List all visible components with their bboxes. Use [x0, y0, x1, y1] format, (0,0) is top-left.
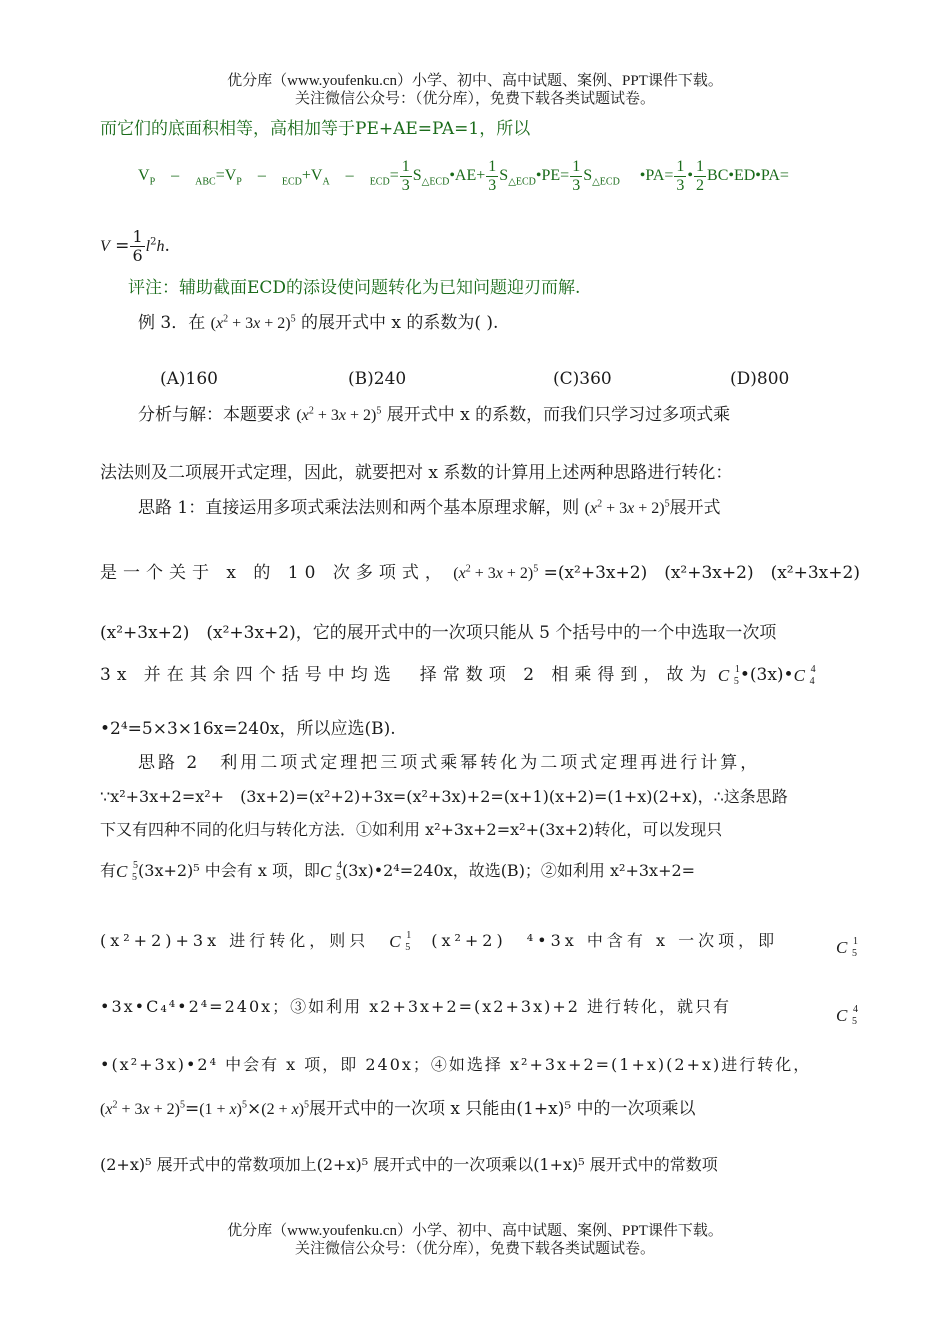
option-a: (A)160: [160, 369, 218, 389]
volume-result: V = $\frac{1}{6}$ $l^2h$.: [100, 227, 170, 265]
approach-1-line-5: •2⁴=5×3×16x=240x，所以应选(B).: [100, 719, 396, 739]
analysis-line-2: 法法则及二项展开式定理，因此，就要把对 x 系数的计算用上述两种思路进行转化：: [100, 463, 733, 483]
c-5-4-symbol: C 4 5: [836, 1003, 858, 1027]
approach-2-line-3: 下又有四种不同的化归与转化方法．①如利用 x²+3x+2=x²+(3x+2)转化，可以发现只: [100, 820, 723, 839]
approach-2-line-4: 有C 5 5 (3x+2)⁵ 中会有 x 项，即C 4 5 (3x)•2⁴=240x，故选(B)；②如利用 x²+3x+2=: [100, 859, 696, 883]
option-c: (C)360: [553, 369, 612, 389]
c-5-1-symbol: C 1 5: [836, 935, 858, 959]
approach-2-line-9: (2+x)⁵ 展开式中的常数项加上(2+x)⁵ 展开式中的一次项乘以(1+x)⁵ 展开式中的常数项: [100, 1155, 718, 1174]
option-b: (B)240: [348, 369, 407, 389]
approach-2-line-5: (x²+2)+3x 进行转化，则只 C 1 5 (x²+2) ⁴•3x 中含有 x 一次项，即: [100, 929, 779, 953]
approach-2-line-8: $(x^2 + 3x + 2)^5=(1 + x)^5\times(2 + x)^5$展开式中的一次项 x 只能由(1+x)⁵ 中的一次项乘以: [100, 1099, 696, 1119]
example-3: 例 3．在 $(x^2 + 3x + 2)^5$ 的展开式中 x 的系数为( ).: [138, 313, 499, 333]
header-line-2: 关注微信公众号：（优分库），免费下载各类试题试卷。: [294, 91, 655, 107]
approach-1-line-1: 思路 1：直接运用多项式乘法法则和两个基本原理求解，则 $(x^2 + 3x + 2)^5$展开式: [138, 498, 721, 518]
approach-1-line-3: (x²+3x+2) (x²+3x+2)，它的展开式中的一次项只能从 5 个括号中的一个中选取一次项: [100, 623, 777, 643]
approach-2-line-6: •3x•C₄⁴•2⁴=240x；③如利用 x2+3x+2=(x2+3x)+2 进行转化，就只有: [100, 997, 732, 1016]
text-line: 而它们的底面积相等，高相加等于PE+AE=PA=1，所以: [100, 119, 531, 139]
approach-1-line-2: 是一个关于 x 的 10 次多项式， $(x^2 + 3x + 2)^5 =(x^2+3x+2)$ (x²+3x+2) (x²+3x+2): [100, 563, 860, 583]
footer-line-2: 关注微信公众号：（优分库），免费下载各类试题试卷。: [294, 1241, 655, 1257]
approach-2-line-1: 思路 2 利用二项式定理把三项式乘幂转化为二项式定理再进行计算，: [138, 753, 761, 773]
approach-1-line-4: 3x 并在其余四个括号中均选 择常数项 2 相乘得到，故为 C 1 5 •(3x)•C 4 4: [100, 663, 816, 687]
option-d: (D)800: [730, 369, 790, 389]
approach-2-line-2: ∵x²+3x+2=x²+ (3x+2)=(x²+2)+3x=(x²+3x)+2=(x+1)(x+2)=(1+x)(2+x)，∴这条思路: [100, 787, 788, 806]
header-line-1: 优分库（www.youfenku.cn）小学、初中、高中试题、案例、PPT课件下载。: [227, 73, 723, 89]
footer-line-1: 优分库（www.youfenku.cn）小学、初中、高中试题、案例、PPT课件下载。: [227, 1223, 723, 1239]
approach-2-line-7: •(x²+3x)•2⁴ 中会有 x 项，即 240x；④如选择 x²+3x+2=(1+x)(2+x)进行转化，: [100, 1055, 812, 1074]
analysis-line-1: 分析与解：本题要求 $(x^2 + 3x + 2)^5$ 展开式中 x 的系数，而我们只学习过多项式乘: [138, 405, 731, 425]
volume-equation: $V_P$ – $_{ABC}=V_P$ – $_{ECD}+V_A$ – $_{ECD}$= $\frac{1}{3}$ $S_{\triangle ECD}•AE+$ $\frac{1}{3}$ $S_{\triangle ECD}•PE=$ $\frac{1}{3}$ $S_{\triangle ECD}$ •PA= $\frac{1}{3}$ • $\frac{1}{2}$ BC•ED•PA=: [138, 158, 789, 194]
comment: 评注：辅助截面ECD的添设使问题转化为已知问题迎刃而解.: [128, 278, 581, 298]
